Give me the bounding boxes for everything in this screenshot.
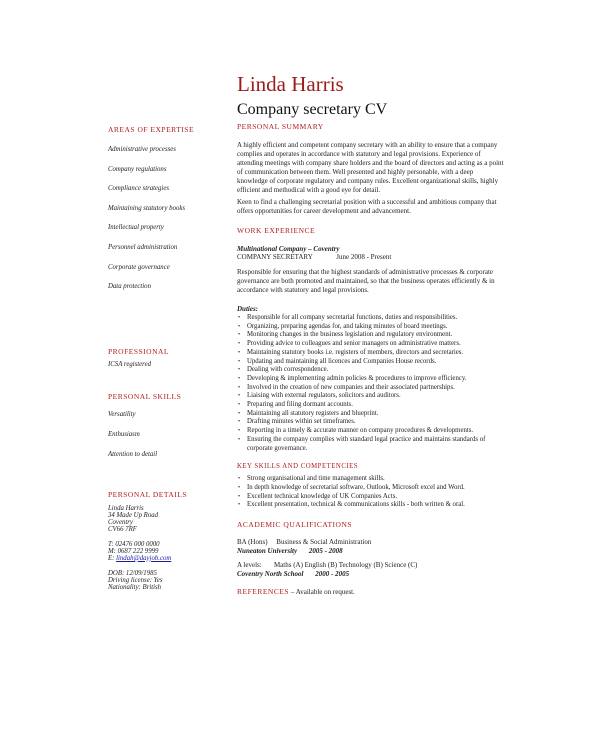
skill-item: Enthusiasm — [108, 430, 140, 438]
skill-item: Versatility — [108, 410, 136, 418]
duties-label: Duties: — [237, 305, 258, 313]
role-title: COMPANY SECRETARY — [237, 253, 313, 261]
duty-item: • Preparing and filing dormant accounts. — [247, 401, 505, 410]
company-name: Multinational Company – Coventry — [237, 245, 340, 253]
personal-info-block — [108, 570, 228, 591]
main-content — [237, 122, 505, 597]
address-line: Coventry — [108, 518, 133, 526]
summary-paragraph-2: Keen to find a challenging secretarial position with a successful and ambitious company that offers opportunities for career development and advancement. — [237, 198, 497, 215]
summary-paragraph: A highly efficient and competent company secretary with an ability to ensure that a company complies and operates in accordance with statutory and legal provisions. Experience of attending meetings with company share holders and the board of directors and acting as a point of communication between them. Well presented and highly personable, with a deep knowledge of corporate regulatory and company rules. Excellent organizational skills, highly efficient and methodical with a good eye for detail. — [237, 141, 504, 194]
address-line: 34 Made Up Road — [108, 511, 159, 519]
expertise-item: Corporate governance — [108, 263, 170, 271]
address-block — [108, 505, 228, 533]
duty-item: • Responsible for all company secretarial functions, duties and responsibilities. — [247, 314, 505, 323]
role-dates: June 2008 - Present — [336, 253, 392, 261]
professional-item: ICSA registered — [108, 360, 151, 368]
sidebar — [108, 125, 228, 591]
ba-years: 2005 - 2008 — [308, 547, 343, 556]
key-skills-list — [237, 475, 505, 510]
duty-item: • Liaising with external regulators, solicitors and auditors. — [247, 392, 505, 401]
school-name: Coventry North School — [237, 570, 304, 579]
ba-university: Nuneaton University — [237, 547, 298, 556]
duty-item: • Drafting minutes within set timeframes. — [247, 418, 505, 427]
school-years: 2000 - 2005 — [315, 570, 350, 579]
key-skill-item: • Excellent presentation, technical & communications skills - both written & oral. — [247, 501, 505, 510]
key-skill-item: • In depth knowledge of secretarial software, Outlook, Microsoft excel and Word. — [247, 484, 505, 493]
license-text: Driving license: Yes — [108, 576, 163, 584]
address-line: CV66 7RF — [108, 525, 137, 533]
ba-institution-row — [237, 547, 505, 555]
email-link[interactable]: lindah@dayjob.com — [116, 554, 172, 562]
duty-item: • Ensuring the company complies with standard legal practice and maintains standards of corporate governance. — [247, 436, 505, 453]
work-heading: WORK EXPERIENCE — [237, 226, 316, 235]
duty-item: • Updating and maintaining all licences and Companies House records. — [247, 358, 505, 367]
expertise-item: Intellectual property — [108, 224, 164, 232]
expertise-heading: AREAS OF EXPERTISE — [108, 125, 195, 134]
address-line: Linda Harris — [108, 504, 144, 512]
expertise-item: Compliance strategies — [108, 185, 169, 193]
cv-name: Linda Harris — [237, 72, 344, 96]
expertise-list — [108, 146, 228, 303]
role-row — [237, 253, 505, 262]
duty-item: • Involved in the creation of new companies and their associated partnerships. — [247, 384, 505, 393]
expertise-item: Administrative processes — [108, 146, 176, 153]
details-heading: PERSONAL DETAILS — [108, 489, 187, 499]
duty-item: • Monitoring changes in the business legislation and regulatory environment. — [247, 331, 505, 340]
key-skill-item: • Strong organisational and time management skills. — [247, 475, 505, 484]
duty-item: • Maintaining statutory books i.e. registers of members, directors and secretaries. — [247, 349, 505, 358]
email-row — [108, 555, 228, 562]
summary-heading: PERSONAL SUMMARY — [237, 122, 324, 131]
ba-line: BA (Hons) Business & Social Administration — [237, 538, 372, 547]
expertise-item: Personnel administration — [108, 243, 178, 251]
duty-item: • Providing advice to colleagues and senior managers on administrative matters. — [247, 340, 505, 349]
cv-subtitle: Company secretary CV — [237, 101, 388, 118]
references-row — [237, 587, 505, 597]
dob-text: DOB: 12/09/1985 — [108, 569, 157, 577]
references-text: – Available on request. — [290, 588, 355, 597]
duties-list — [237, 314, 505, 453]
contact-block — [108, 541, 228, 562]
phone-text: T: 02476 000 0000 — [108, 540, 160, 548]
duty-item: • Organizing, preparing agendas for, and taking minutes of board meetings. — [247, 323, 505, 332]
duty-item: • Reporting in a timely & accurate manner on company procedures & developments. — [247, 427, 505, 436]
skills-heading: PERSONAL SKILLS — [108, 391, 182, 401]
duty-item: • Dealing with correspondence. — [247, 366, 505, 375]
references-label: REFERENCES — [237, 587, 290, 597]
key-skill-item: • Excellent technical knowledge of UK Companies Acts. — [247, 493, 505, 502]
school-row — [237, 570, 505, 578]
responsibility-text: Responsible for ensuring that the highest standards of administrative processes & corporate governance are both promoted and maintained, so that the business operates efficiently & in accordance with statutory and legal provisions. — [237, 268, 495, 294]
expertise-item: Company regulations — [108, 165, 167, 173]
skill-item: Attention to detail — [108, 450, 158, 458]
academic-heading: ACADEMIC QUALIFICATIONS — [237, 520, 353, 530]
key-skills-heading: KEY SKILLS AND COMPETENCIES — [237, 463, 359, 471]
alevels-line: A levels: Maths (A) English (B) Technology (B) Science (C) — [237, 561, 418, 570]
skills-list — [108, 411, 228, 471]
email-prefix: E: — [108, 554, 115, 562]
nationality-text: Nationality: British — [108, 583, 162, 591]
duty-item: • Maintaining all statutory registers and blueprint. — [247, 410, 505, 419]
duty-item: • Developing & implementing admin policies & procedures to improve efficiency. — [247, 375, 505, 384]
professional-heading: PROFESSIONAL — [108, 346, 170, 356]
mobile-text: M: 0687 222 9999 — [108, 547, 159, 555]
expertise-item: Maintaining statutory books — [108, 204, 186, 212]
expertise-item: Data protection — [108, 283, 151, 291]
